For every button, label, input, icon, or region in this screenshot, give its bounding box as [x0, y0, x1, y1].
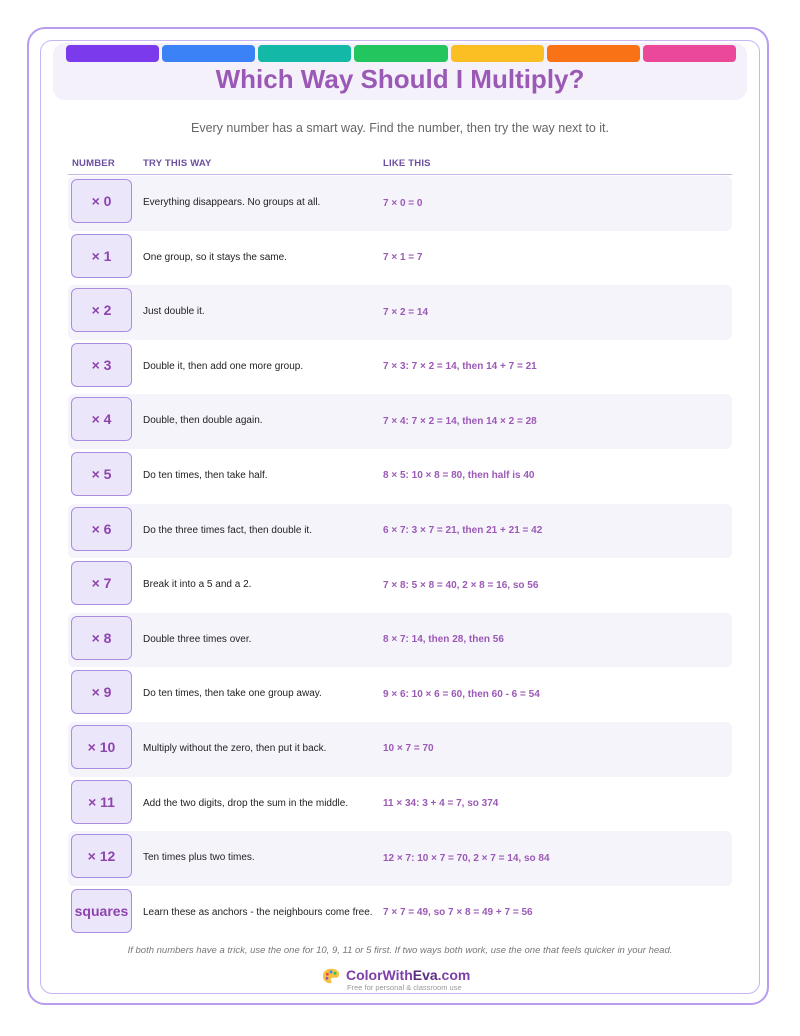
tip-text: Break it into a 5 and a 2.	[143, 579, 252, 591]
table-row	[68, 176, 732, 231]
tip-text: Do ten times, then take one group away.	[143, 688, 322, 700]
page-subtitle: Every number has a smart way. Find the number, then try the way next to it.	[190, 121, 609, 135]
example-text: 8 × 7: 14, then 28, then 56	[383, 634, 504, 646]
table-row	[68, 394, 732, 449]
example-text: 8 × 5: 10 × 8 = 80, then half is 40	[383, 470, 535, 482]
brand-tagline: Free for personal & classroom use	[347, 983, 462, 992]
color-stripe	[162, 45, 255, 62]
number-badge: squares	[71, 889, 132, 933]
color-stripe	[354, 45, 447, 62]
tip-text: Multiply without the zero, then put it back.	[143, 742, 327, 754]
page-title: Which Way Should I Multiply?	[215, 64, 585, 94]
column-header-number: NUMBER	[72, 158, 115, 169]
table-row	[68, 777, 732, 832]
number-badge: × 12	[71, 834, 132, 878]
brand-footer	[322, 967, 492, 993]
number-badge: × 9	[71, 670, 132, 714]
tip-text: Do ten times, then take half.	[143, 469, 268, 481]
table-row	[68, 231, 732, 286]
table-row	[68, 558, 732, 613]
example-text: 12 × 7: 10 × 7 = 70, 2 × 7 = 14, so 84	[383, 852, 550, 864]
tip-text: Everything disappears. No groups at all.	[143, 197, 321, 208]
palette-icon	[322, 967, 340, 985]
tip-text: Do the three times fact, then double it.	[143, 524, 312, 536]
color-stripe	[547, 45, 640, 62]
table-row	[68, 285, 732, 340]
table-row	[68, 613, 732, 668]
number-badge: × 1	[71, 234, 132, 278]
color-stripes	[66, 45, 736, 62]
color-stripe	[451, 45, 544, 62]
number-badge: × 7	[71, 561, 132, 605]
example-text: 9 × 6: 10 × 6 = 60, then 60 - 6 = 54	[383, 688, 540, 700]
brand-name: ColorWithEva.com	[346, 967, 471, 983]
tip-text: Double, then double again.	[143, 415, 263, 427]
example-text: 7 × 7 = 49, so 7 × 8 = 49 + 7 = 56	[383, 907, 533, 919]
tip-text: One group, so it stays the same.	[143, 251, 287, 263]
number-badge: × 6	[71, 507, 132, 551]
example-text: 7 × 3: 7 × 2 = 14, then 14 + 7 = 21	[383, 361, 537, 373]
table-row	[68, 886, 732, 941]
column-header-tip: TRY THIS WAY	[143, 158, 212, 169]
number-badge: × 0	[71, 179, 132, 223]
example-text: 10 × 7 = 70	[383, 743, 434, 755]
tip-text: Double three times over.	[143, 633, 252, 645]
color-stripe	[258, 45, 351, 62]
number-badge: × 3	[71, 343, 132, 387]
color-stripe	[643, 45, 736, 62]
tip-text: Ten times plus two times.	[143, 852, 255, 864]
table-row	[68, 340, 732, 395]
table-row	[68, 504, 732, 559]
strategy-table	[68, 176, 732, 940]
number-badge: × 4	[71, 397, 132, 441]
tip-text: Add the two digits, drop the sum in the middle.	[143, 797, 349, 809]
example-text: 7 × 1 = 7	[383, 252, 423, 264]
example-text: 6 × 7: 3 × 7 = 21, then 21 + 21 = 42	[383, 525, 543, 537]
example-text: 7 × 8: 5 × 8 = 40, 2 × 8 = 16, so 56	[383, 579, 539, 591]
header-divider	[68, 174, 732, 175]
example-text: 7 × 2 = 14	[383, 306, 429, 318]
number-badge: × 10	[71, 725, 132, 769]
tip-text: Learn these as anchors - the neighbours come free.	[143, 906, 373, 918]
color-stripe	[66, 45, 159, 62]
table-row	[68, 722, 732, 777]
number-badge: × 8	[71, 616, 132, 660]
number-badge: × 2	[71, 288, 132, 332]
number-badge: × 11	[71, 780, 132, 824]
example-text: 7 × 0 = 0	[383, 197, 423, 209]
table-row	[68, 667, 732, 722]
tip-text: Just double it.	[143, 306, 205, 318]
column-header-example: LIKE THIS	[383, 158, 431, 169]
number-badge: × 5	[71, 452, 132, 496]
table-row	[68, 831, 732, 886]
table-row	[68, 449, 732, 504]
example-text: 11 × 34: 3 + 4 = 7, so 374	[383, 798, 499, 810]
example-text: 7 × 4: 7 × 2 = 14, then 14 × 2 = 28	[383, 415, 537, 427]
footnote: If both numbers have a trick, use the one for 10, 9, 11 or 5 first. If two ways both work, use the one that feels quicker in your head.	[127, 945, 673, 956]
tip-text: Double it, then add one more group.	[143, 360, 304, 372]
